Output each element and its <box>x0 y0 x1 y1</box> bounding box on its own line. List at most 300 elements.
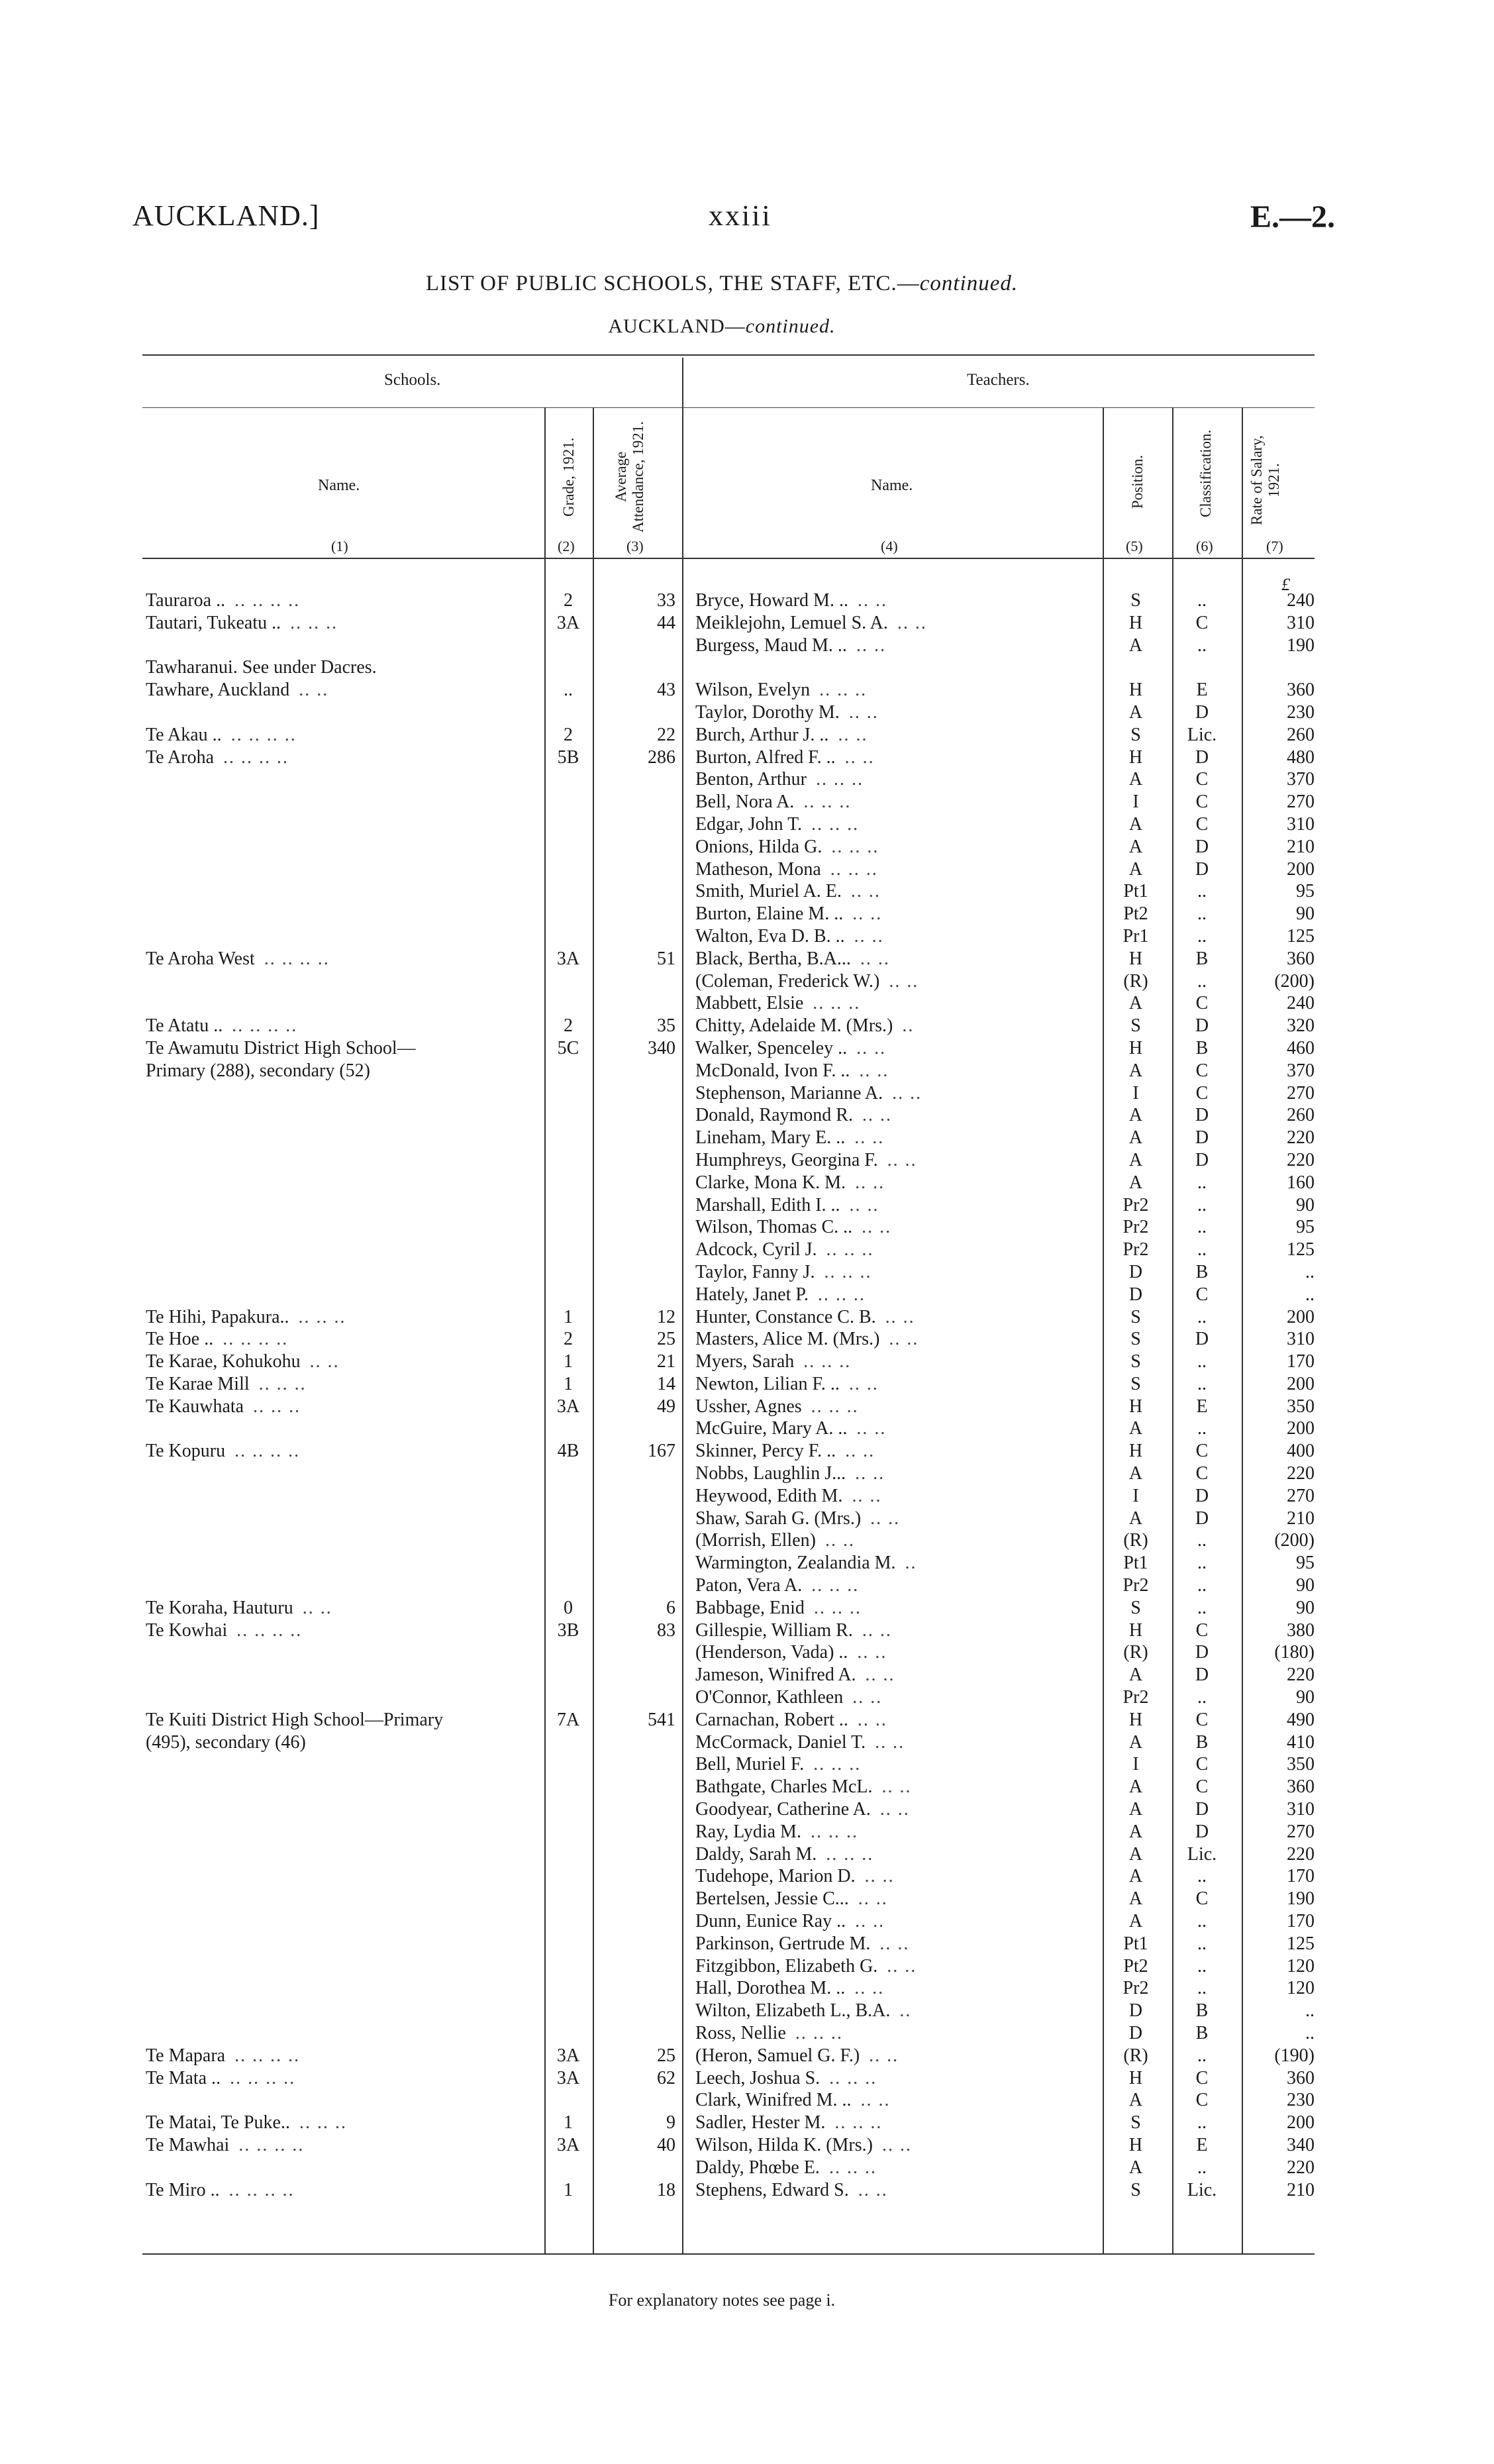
cell-position: H <box>1128 1441 1143 1462</box>
teacher-name-text: Tudehope, Marion D. <box>695 1866 856 1887</box>
cell-school-name <box>146 1843 523 1866</box>
cell-classification: C <box>1195 612 1209 633</box>
teacher-name-text: Taylor, Dorothy M. <box>695 701 840 723</box>
cell-position: S <box>1130 1015 1141 1037</box>
cell-salary: 170 <box>1287 1866 1315 1887</box>
teacher-name-text: Ross, Nellie <box>695 2023 786 2043</box>
teacher-name-text: Paton, Vera A. <box>695 1575 803 1596</box>
cell-position: D <box>1128 1284 1143 1305</box>
cell-attendance: 541 <box>648 1709 675 1730</box>
cell-school-name <box>146 1865 523 1888</box>
cell-salary: 120 <box>1287 1955 1315 1976</box>
col-header-attendance: Average Attendance, 1921. <box>613 421 646 533</box>
cell-position: H <box>1128 1619 1143 1641</box>
cell-teacher-name <box>695 2112 1132 2134</box>
cell-school-name <box>146 1485 523 1508</box>
cell-position: A <box>1128 1060 1143 1081</box>
table-row <box>0 1821 1494 1843</box>
cell-position: Pr2 <box>1122 1978 1149 1999</box>
teacher-name-text: Daldy, Phœbe E. <box>695 2157 820 2178</box>
cell-school-name <box>146 2112 523 2134</box>
cell-teacher-name <box>695 948 1132 970</box>
teacher-name-text: Newton, Lilian F. .. <box>695 1373 840 1394</box>
cell-attendance: 51 <box>657 948 675 969</box>
cell-teacher-name <box>695 1417 1132 1440</box>
cell-grade: 2 <box>564 1329 573 1350</box>
table-row <box>0 1463 1494 1485</box>
cell-position: A <box>1128 1843 1143 1865</box>
cell-classification: C <box>1195 1463 1209 1484</box>
cell-grade: 5B <box>557 746 579 768</box>
cell-classification: C <box>1195 1709 1209 1730</box>
cell-salary: .. <box>1305 2023 1315 2043</box>
leader-dots: .. .. .. <box>811 813 860 835</box>
school-name-text: Te Miro .. <box>146 2179 220 2200</box>
cell-teacher-name <box>695 1261 1132 1284</box>
title-main: LIST OF PUBLIC SCHOOLS, THE STAFF, ETC.— <box>425 272 920 295</box>
leader-dots: .. .. <box>897 612 927 633</box>
cell-position: H <box>1128 1709 1143 1730</box>
cell-position: Pt1 <box>1123 881 1148 902</box>
leader-dots: .. .. <box>848 1373 879 1394</box>
cell-position: D <box>1128 2023 1143 2043</box>
cell-salary: 320 <box>1287 1015 1315 1037</box>
cell-school-name <box>146 1127 523 1149</box>
cell-attendance: 44 <box>657 612 675 633</box>
cell-school-name <box>146 679 523 701</box>
leader-dots: .. <box>905 1553 917 1574</box>
cell-salary: 370 <box>1287 1060 1315 1081</box>
leader-dots: .. .. <box>850 881 881 902</box>
table-row <box>0 1060 1494 1082</box>
table-row <box>0 925 1494 948</box>
page-subtitle <box>0 315 1444 338</box>
cell-teacher-name <box>695 590 1132 612</box>
cell-salary: 90 <box>1296 1597 1315 1618</box>
cell-classification: D <box>1195 1508 1209 1529</box>
leader-dots: .. .. <box>852 1687 883 1708</box>
table-row <box>0 1888 1494 1910</box>
cell-salary: 360 <box>1287 948 1315 969</box>
cell-salary: 190 <box>1287 1888 1315 1910</box>
cell-school-name <box>146 1284 523 1306</box>
school-name-text: Te Kuiti District High School—Primary <box>146 1709 444 1730</box>
teacher-name-text: O'Connor, Kathleen <box>695 1687 844 1708</box>
cell-teacher-name <box>695 612 1132 635</box>
leader-dots: .. .. <box>856 1418 887 1439</box>
leader-dots: .. .. <box>299 680 329 701</box>
cell-grade: 3B <box>557 1619 579 1641</box>
school-name-text: Te Aroha <box>146 746 215 768</box>
cell-school-name <box>146 2157 523 2179</box>
leader-dots: .. .. <box>879 1933 910 1954</box>
cell-school-name <box>146 1955 523 1978</box>
leader-dots: .. .. <box>856 635 886 656</box>
table-row <box>0 656 1494 679</box>
cell-salary: 310 <box>1287 612 1315 633</box>
cell-salary: 220 <box>1287 1463 1315 1484</box>
cell-school-name <box>146 880 523 903</box>
cell-grade: .. <box>564 680 573 701</box>
table-row <box>0 813 1494 836</box>
cell-classification: C <box>1195 1060 1209 1081</box>
cell-school-name <box>146 925 523 948</box>
cell-salary: 270 <box>1287 1821 1315 1842</box>
cell-school-name <box>146 1574 523 1597</box>
cell-school-name <box>146 1037 523 1060</box>
cell-school-name <box>146 701 523 724</box>
teacher-name-text: Black, Bertha, B.A... <box>695 948 851 969</box>
table-row <box>0 836 1494 858</box>
cell-salary: 230 <box>1287 701 1315 723</box>
cell-salary: 460 <box>1287 1037 1315 1058</box>
table-row <box>0 1664 1494 1686</box>
cell-teacher-name <box>695 2067 1132 2090</box>
school-name-text: Te Akau .. <box>146 724 222 745</box>
leader-dots: .. <box>902 1015 915 1037</box>
table-row <box>0 1574 1494 1597</box>
cell-school-name <box>146 1149 523 1172</box>
table-row <box>0 590 1494 612</box>
cell-position: H <box>1128 612 1143 633</box>
cell-position: (R) <box>1123 2045 1148 2066</box>
teacher-name-text: McGuire, Mary A. .. <box>695 1418 848 1439</box>
cell-position: (R) <box>1123 1530 1148 1551</box>
cell-classification: E <box>1196 1396 1208 1417</box>
cell-school-name <box>146 1194 523 1217</box>
leader-dots: .. .. <box>875 1731 905 1753</box>
leader-dots: .. .. .. <box>816 769 864 790</box>
cell-grade: 1 <box>564 1373 573 1394</box>
leader-dots: .. .. <box>860 948 890 969</box>
leader-dots: .. .. .. .. <box>234 2045 301 2066</box>
cell-position: (R) <box>1123 1642 1148 1663</box>
leader-dots: .. .. <box>824 1530 855 1551</box>
cell-salary: 350 <box>1287 1754 1315 1775</box>
leader-dots: .. .. <box>859 1060 889 1081</box>
leader-dots: .. .. <box>844 746 875 768</box>
cell-attendance: 6 <box>666 1597 675 1618</box>
cell-teacher-name <box>695 679 1132 701</box>
teacher-name-text: Bell, Muriel F. <box>695 1754 805 1775</box>
cell-salary: 200 <box>1287 1306 1315 1327</box>
leader-dots: .. .. .. <box>811 1575 860 1596</box>
cell-school-name <box>146 1529 523 1552</box>
cell-position: A <box>1128 1463 1143 1484</box>
cell-attendance: 25 <box>657 2045 675 2066</box>
cell-attendance: 62 <box>657 2067 675 2088</box>
leader-dots: .. .. .. <box>817 1284 866 1305</box>
cell-teacher-name <box>695 635 1132 657</box>
leader-dots: .. .. .. <box>830 858 878 880</box>
cell-position: H <box>1128 2134 1143 2155</box>
school-name-text: Te Kowhai <box>146 1619 228 1641</box>
cell-school-name <box>146 1463 523 1485</box>
col-number: (4) <box>881 538 898 554</box>
cell-school-name <box>146 1821 523 1843</box>
cell-salary: 95 <box>1296 881 1315 902</box>
teacher-name-text: Babbage, Enid <box>695 1597 805 1618</box>
cell-teacher-name <box>695 813 1132 836</box>
staff-table-body <box>0 590 1494 2201</box>
cell-grade: 3A <box>556 612 580 633</box>
cell-grade: 2 <box>564 1015 573 1037</box>
teacher-name-text: Shaw, Sarah G. (Mrs.) <box>695 1508 862 1529</box>
cell-salary: 210 <box>1287 1508 1315 1529</box>
cell-teacher-name <box>695 1709 1132 1731</box>
col-number: (5) <box>1126 538 1143 554</box>
table-row <box>0 2134 1494 2157</box>
teacher-name-text: Heywood, Edith M. <box>695 1485 843 1506</box>
leader-dots: .. .. <box>858 1888 888 1910</box>
cell-teacher-name <box>695 858 1132 881</box>
leader-dots: .. .. .. <box>819 680 868 701</box>
cell-position: S <box>1130 724 1141 745</box>
teacher-name-text: Masters, Alice M. (Mrs.) <box>695 1329 880 1350</box>
teacher-name-text: Bathgate, Charles McL. <box>695 1776 873 1798</box>
cell-classification: D <box>1195 746 1209 768</box>
page-number: xxiii <box>709 199 772 232</box>
teacher-name-text: Hately, Janet P. <box>695 1284 809 1305</box>
leader-dots: .. .. .. <box>299 2112 347 2133</box>
cell-teacher-name <box>695 768 1132 791</box>
teacher-name-text: Daldy, Sarah M. <box>695 1843 817 1865</box>
cell-position: A <box>1128 1149 1143 1170</box>
cell-classification: C <box>1195 1284 1209 1305</box>
leader-dots: .. .. <box>856 1037 887 1058</box>
cell-salary: 200 <box>1287 1373 1315 1394</box>
cell-position: Pt2 <box>1123 903 1148 925</box>
cell-salary: (200) <box>1274 1530 1315 1551</box>
teacher-name-text: Clark, Winifred M. .. <box>695 2090 852 2111</box>
cell-attendance: 9 <box>666 2112 675 2133</box>
cell-position: H <box>1128 1037 1143 1058</box>
cell-attendance: 43 <box>657 680 675 701</box>
cell-salary: (190) <box>1274 2045 1315 2066</box>
teacher-name-text: Smith, Muriel A. E. <box>695 881 842 902</box>
page-header-left: AUCKLAND.] <box>132 199 320 232</box>
cell-classification: .. <box>1197 1418 1207 1439</box>
leader-dots: .. .. .. .. <box>264 948 330 969</box>
cell-teacher-name <box>695 2179 1132 2202</box>
cell-school-name <box>146 1686 523 1709</box>
leader-dots: .. .. .. <box>813 1754 862 1775</box>
cell-salary: .. <box>1305 2000 1315 2022</box>
teacher-name-text: Skinner, Percy F. .. <box>695 1441 836 1462</box>
page-title <box>0 272 1444 296</box>
school-name-text: Te Mata .. <box>146 2067 221 2088</box>
leader-dots: .. .. <box>854 1978 885 1999</box>
teacher-name-text: Wilson, Evelyn <box>695 680 811 701</box>
leader-dots: .. .. <box>881 2134 912 2155</box>
table-row <box>0 1396 1494 1418</box>
teacher-name-text: Bell, Nora A. <box>695 792 795 813</box>
cell-attendance: 286 <box>648 746 675 768</box>
cell-classification: .. <box>1197 1239 1207 1260</box>
cell-school-name <box>146 1328 523 1351</box>
teacher-name-text: Gillespie, William R. <box>695 1619 853 1641</box>
leader-dots: .. .. <box>855 1911 885 1932</box>
cell-classification: D <box>1195 1642 1209 1663</box>
leader-dots: .. .. <box>865 1665 895 1686</box>
cell-classification: Lic. <box>1187 724 1217 745</box>
cell-teacher-name <box>695 1529 1132 1552</box>
table-row <box>0 679 1494 701</box>
leader-dots: .. .. .. <box>811 1396 859 1417</box>
col-header-classification: Classification. <box>1197 429 1214 518</box>
cell-school-name <box>146 1709 523 1731</box>
school-name-text: Te Hoe .. <box>146 1329 214 1350</box>
leader-dots: .. .. .. <box>813 993 861 1014</box>
table-row <box>0 1037 1494 1060</box>
cell-position: S <box>1130 1351 1141 1372</box>
cell-grade: 3A <box>556 1396 580 1417</box>
cell-salary: 340 <box>1287 2134 1315 2155</box>
cell-classification: D <box>1195 1149 1209 1170</box>
cell-teacher-name <box>695 1552 1132 1574</box>
teacher-name-text: (Henderson, Vada) .. <box>695 1642 848 1663</box>
teacher-name-text: Jameson, Winifred A. <box>695 1665 856 1686</box>
school-name-text: Te Aroha West <box>146 948 255 969</box>
cell-grade: 0 <box>564 1597 573 1618</box>
cell-salary: 120 <box>1287 1978 1315 1999</box>
cell-position: A <box>1128 836 1143 857</box>
cell-salary: 490 <box>1287 1709 1315 1730</box>
teacher-name-text: Donald, Raymond R. <box>695 1105 853 1126</box>
cell-salary: 400 <box>1287 1441 1315 1462</box>
cell-classification: .. <box>1197 635 1207 656</box>
cell-school-name <box>146 992 523 1015</box>
cell-school-name <box>146 1417 523 1440</box>
cell-classification: C <box>1195 1754 1209 1775</box>
school-name-text: Te Awamutu District High School— <box>146 1037 416 1058</box>
page-header-right: E.—2. <box>1250 199 1335 234</box>
table-row <box>0 1172 1494 1194</box>
leader-dots: .. .. .. <box>831 836 879 857</box>
cell-school-name <box>146 1597 523 1619</box>
cell-salary: 160 <box>1287 1172 1315 1193</box>
leader-dots: .. .. <box>889 970 919 992</box>
cell-classification: .. <box>1197 903 1207 925</box>
cell-grade: 3A <box>556 2134 580 2155</box>
school-name-text: Te Kopuru <box>146 1441 226 1462</box>
cell-classification: .. <box>1197 970 1207 992</box>
cell-grade: 1 <box>564 1351 573 1372</box>
cell-attendance: 22 <box>657 724 675 745</box>
cell-salary: 350 <box>1287 1396 1315 1417</box>
cell-salary: .. <box>1305 1284 1315 1305</box>
cell-classification: C <box>1195 2090 1209 2111</box>
cell-salary: 200 <box>1287 1418 1315 1439</box>
cell-salary: 125 <box>1287 925 1315 947</box>
cell-classification: C <box>1195 813 1209 835</box>
leader-dots: .. .. .. .. <box>230 2067 296 2088</box>
teacher-name-text: Stephens, Edward S. <box>695 2179 849 2200</box>
cell-classification: .. <box>1197 1306 1207 1327</box>
cell-classification: D <box>1195 836 1209 857</box>
cell-school-name <box>146 1798 523 1821</box>
cell-position: Pr2 <box>1122 1575 1149 1596</box>
leader-dots: .. .. .. <box>258 1373 307 1394</box>
cell-school-name <box>146 590 523 612</box>
table-row <box>0 1709 1494 1731</box>
cell-salary: 410 <box>1287 1731 1315 1753</box>
cell-school-name <box>146 1508 523 1530</box>
cell-teacher-name <box>695 2157 1132 2179</box>
col-number: (3) <box>626 538 644 554</box>
teacher-name-text: Warmington, Zealandia M. <box>695 1553 896 1574</box>
cell-classification: D <box>1195 1485 1209 1506</box>
leader-dots: .. .. <box>854 1127 885 1149</box>
cell-position: A <box>1128 1172 1143 1193</box>
cell-position: Pr2 <box>1122 1217 1149 1238</box>
leader-dots: .. .. <box>849 1194 879 1215</box>
table-row <box>0 1731 1494 1754</box>
teacher-name-text: Walker, Spenceley .. <box>695 1037 848 1058</box>
cell-school-name <box>146 1776 523 1798</box>
cell-classification: C <box>1195 769 1209 790</box>
leader-dots: .. .. <box>855 1463 885 1484</box>
teacher-name-text: Burton, Elaine M. .. <box>695 903 844 925</box>
table-row <box>0 1753 1494 1776</box>
cell-school-name <box>146 1306 523 1329</box>
cell-position: S <box>1130 1597 1141 1618</box>
table-row <box>0 1776 1494 1798</box>
school-name-text: Te Kauwhata <box>146 1396 244 1417</box>
cell-school-name <box>146 656 523 679</box>
cell-school-name <box>146 635 523 657</box>
cell-position: A <box>1128 1418 1143 1439</box>
cell-attendance: 25 <box>657 1329 675 1350</box>
cell-teacher-name <box>695 1865 1132 1888</box>
cell-salary: 240 <box>1287 993 1315 1014</box>
leader-dots: .. .. <box>870 1508 901 1529</box>
teacher-name-text: Humphreys, Georgina F. <box>695 1149 878 1170</box>
teacher-name-text: McCormack, Daniel T. <box>695 1731 866 1753</box>
leader-dots: .. .. .. <box>828 2157 877 2178</box>
cell-position: A <box>1128 1911 1143 1932</box>
leader-dots: .. .. <box>869 2045 899 2066</box>
col-number: (1) <box>331 538 348 554</box>
school-name-text: Te Atatu .. <box>146 1015 223 1037</box>
col-number: (7) <box>1266 538 1283 554</box>
teacher-name-text: Bertelsen, Jessie C... <box>695 1888 849 1910</box>
cell-classification: B <box>1195 1037 1209 1058</box>
cell-school-name <box>146 1910 523 1933</box>
cell-school-name <box>146 1261 523 1284</box>
cell-classification: B <box>1195 948 1209 969</box>
cell-teacher-name <box>695 656 1132 679</box>
teacher-name-text: (Morrish, Ellen) <box>695 1530 816 1551</box>
cell-classification: D <box>1195 1105 1209 1126</box>
leader-dots: .. .. .. <box>298 1306 346 1327</box>
table-row <box>0 1216 1494 1239</box>
leader-dots: .. .. .. <box>826 1239 874 1260</box>
school-name-text: Te Matai, Te Puke.. <box>146 2112 290 2133</box>
cell-teacher-name <box>695 2000 1132 2022</box>
cell-position: A <box>1128 1127 1143 1149</box>
cell-teacher-name <box>695 1955 1132 1978</box>
cell-position: A <box>1128 1105 1143 1126</box>
group-heading-teachers: Teachers. <box>967 371 1030 389</box>
cell-salary: 210 <box>1287 836 1315 857</box>
cell-position: D <box>1128 1261 1143 1282</box>
teacher-name-text: Burton, Alfred F. .. <box>695 746 836 768</box>
cell-teacher-name <box>695 1508 1132 1530</box>
cell-school-name <box>146 1731 523 1754</box>
cell-grade: 2 <box>564 590 573 611</box>
cell-teacher-name <box>695 925 1132 948</box>
